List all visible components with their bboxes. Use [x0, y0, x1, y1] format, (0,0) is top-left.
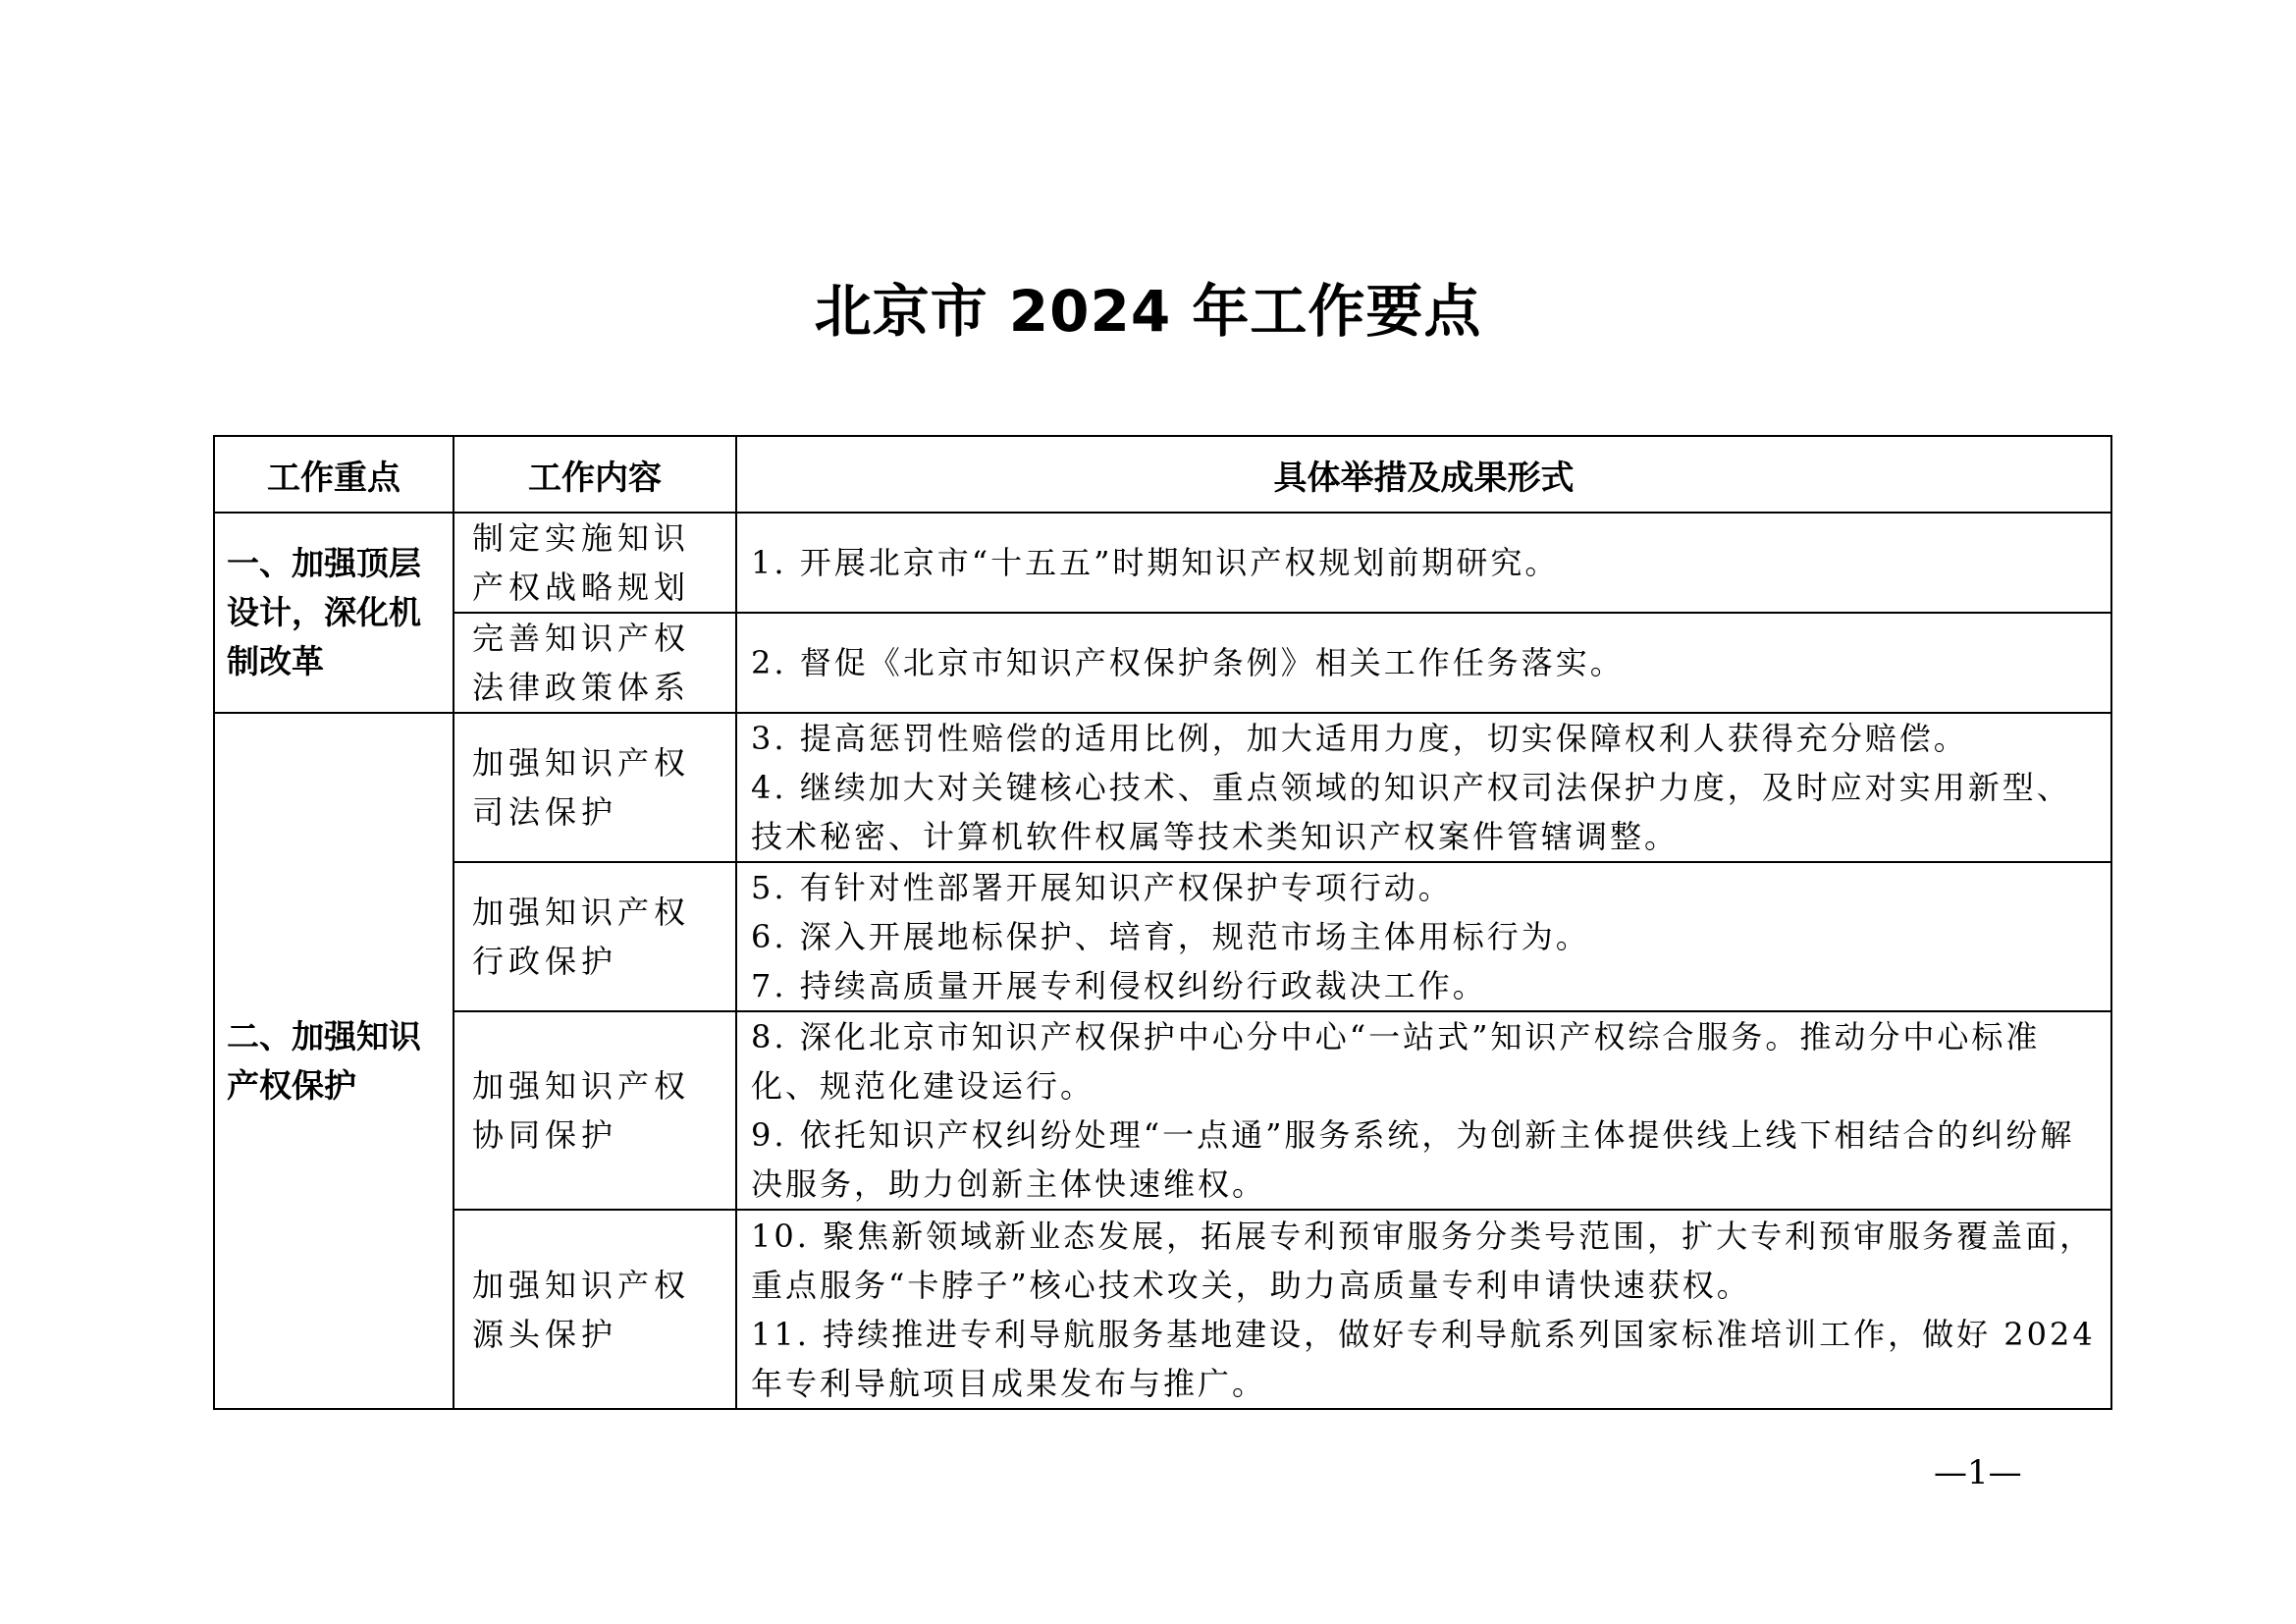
measures-cell: [736, 513, 2111, 613]
table-row: [214, 1210, 2111, 1409]
table-row: [214, 1011, 2111, 1210]
table-row: [214, 613, 2111, 713]
table-row: [214, 513, 2111, 613]
table-header-row: [214, 436, 2111, 513]
page-title: 北京市 2024 年工作要点: [814, 278, 1482, 345]
work-content-cell: 制定实施知识产权战略规划: [454, 513, 736, 613]
work-plan-table: [213, 435, 2112, 1410]
work-content-cell: 加强知识产权行政保护: [454, 862, 736, 1011]
measure-item: 1. 开展北京市“十五五”时期知识产权规划前期研究。: [751, 544, 1560, 581]
measures-cell: [736, 1011, 2111, 1210]
table-row: [214, 862, 2111, 1011]
measures-cell: [736, 713, 2111, 862]
measure-item: 8. 深化北京市知识产权保护中心分中心“一站式”知识产权综合服务。推动分中心标准化、规范化建设运行。: [751, 1018, 2041, 1105]
work-focus-cell: 一、加强顶层设计，深化机制改革: [214, 513, 454, 713]
measure-item: 9. 依托知识产权纠纷处理“一点通”服务系统，为创新主体提供线上线下相结合的纠纷解决服务，助力创新主体快速维权。: [751, 1116, 2075, 1203]
work-content-cell: 完善知识产权法律政策体系: [454, 613, 736, 713]
table-row: [214, 713, 2111, 862]
measure-item: 7. 持续高质量开展专利侵权纠纷行政裁决工作。: [751, 967, 1487, 1004]
header-measures: 具体举措及成果形式: [736, 436, 2111, 513]
measures-cell: [736, 613, 2111, 713]
measure-item: 5. 有针对性部署开展知识产权保护专项行动。: [751, 869, 1453, 906]
measures-cell: [736, 1210, 2111, 1409]
measure-item: 4. 继续加大对关键核心技术、重点领域的知识产权司法保护力度，及时应对实用新型、技术秘密、计算机软件权属等技术类知识产权案件管辖调整。: [751, 769, 2071, 855]
work-content-cell: 加强知识产权源头保护: [454, 1210, 736, 1409]
measure-item: 2. 督促《北京市知识产权保护条例》相关工作任务落实。: [751, 644, 1625, 681]
measures-cell: [736, 862, 2111, 1011]
header-work-content: 工作内容: [454, 436, 736, 513]
work-focus-cell: 二、加强知识产权保护: [214, 713, 454, 1409]
measure-item: 10. 聚焦新领域新业态发展，拓展专利预审服务分类号范围，扩大专利预审服务覆盖面，重点服务“卡脖子”核心技术攻关，助力高质量专利申请快速获权。: [751, 1217, 2095, 1304]
header-work-focus: 工作重点: [214, 436, 454, 513]
work-content-cell: 加强知识产权司法保护: [454, 713, 736, 862]
measure-item: 11. 持续推进专利导航服务基地建设，做好专利导航系列国家标准培训工作，做好 2024 年专利导航项目成果发布与推广。: [751, 1315, 2096, 1402]
work-content-cell: 加强知识产权协同保护: [454, 1011, 736, 1210]
page-number: —1—: [1934, 1453, 2022, 1492]
measure-item: 6. 深入开展地标保护、培育，规范市场主体用标行为。: [751, 918, 1590, 955]
measure-item: 3. 提高惩罚性赔偿的适用比例，加大适用力度，切实保障权利人获得充分赔偿。: [751, 720, 1968, 757]
